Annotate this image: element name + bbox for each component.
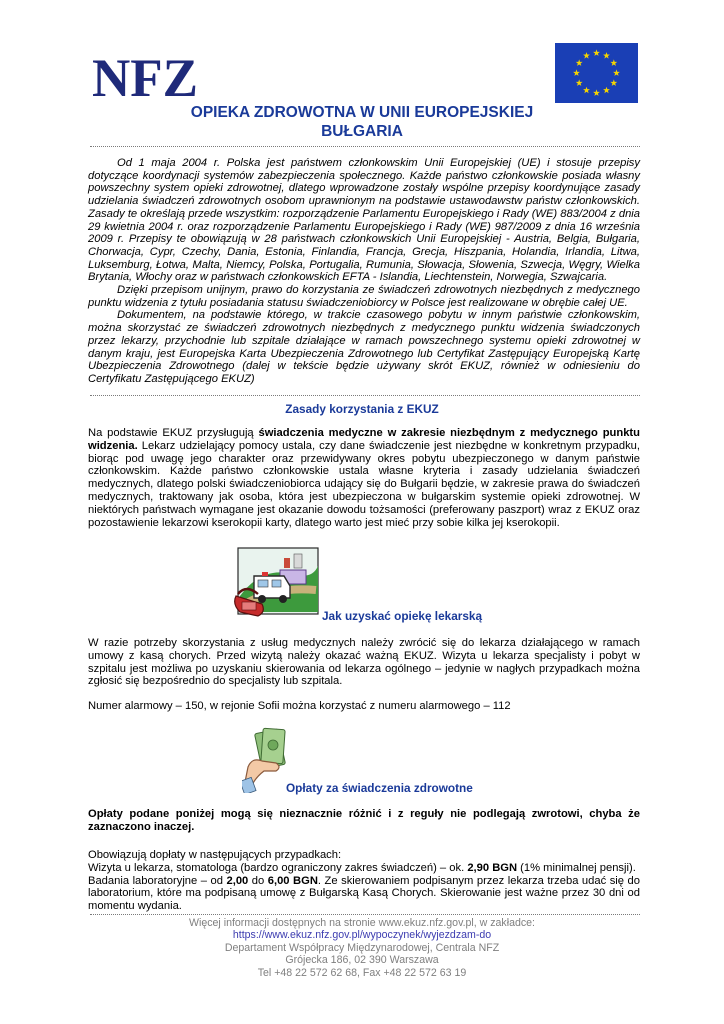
ekuz-bold: świadczenia medyczne w zakresie niezbędnym z medycznego punktu widzenia. [88, 427, 640, 452]
footer-info-line: Więcej informacji dostępnych na stronie www.ekuz.nfz.gov.pl, w zakładce: [188, 917, 536, 929]
fees-line-2 [88, 862, 640, 875]
footer [0, 917, 724, 979]
fees-lab-rest: . Ze skierowaniem podpisanym przez lekarza trzeba udać się do laboratorium, które ma podpisaną umowę z Bułgarską Kasą Chorych. Skierowanie jest ważne przez 30 dni od momentu wydania. [88, 874, 640, 913]
fees-bold-note: Opłaty podane poniżej mogą się nieznacznie różnić i z reguły nie podlegają zwrotowi, chyba że zaznaczono inaczej. [88, 808, 640, 833]
country-title: BUŁGARIA [321, 123, 403, 140]
divider [90, 914, 640, 915]
intro-paragraph-3: Dokumentem, na podstawie którego, w trakcie czasowego pobytu w innym państwie członkowskim, można skorzystać ze świadczeń zdrowotnych niezbędnych z medycznego punktu widzenia świadczonych przez lekarzy, przychodnie lub szpitale działające w ramach powszechnego systemu opieki zdrowotnej w danym kraju, jest Europejska Karta Ubezpieczenia Zdrowotnego lub Certyfikat Zastępujący Europejską Kartę Ubezpieczenia Zdrowotnego (dalej w tekście będzie używany skrót EKUZ, również w odniesieniu do Certyfikatu Zastępującego EKUZ) [88, 309, 640, 385]
money-hand-clipart-icon [242, 727, 290, 793]
eu-flag-icon [555, 43, 638, 103]
section-heading-ekuz: Zasady korzystania z EKUZ [285, 402, 439, 416]
ekuz-lead: Na podstawie EKUZ przysługują [88, 427, 259, 439]
fees-lab-text: Badania laboratoryjne – od [88, 874, 227, 887]
intro-paragraph-2: Dzięki przepisom unijnym, prawo do korzystania ze świadczeń zdrowotnych niezbędnych z medycznego punktu widzenia z tytułu posiadania statusu świadczeniobiorcy w Polsce jest realizowane w obrębie całej UE. [88, 284, 640, 309]
fees-line-3 [88, 875, 640, 913]
fees-doctor-text: Wizyta u lekarza, stomatologa (bardzo ograniczony zakres świadczeń) – ok. [88, 861, 468, 874]
divider [90, 395, 640, 396]
footer-phone: Tel +48 22 572 62 68, Fax +48 22 572 63 19 [257, 966, 467, 979]
section-heading-care: Jak uzyskać opiekę lekarską [322, 609, 483, 623]
fees-lab-to: do [248, 874, 268, 887]
footer-address: Grójecka 186, 02 390 Warszawa [285, 954, 439, 967]
fees-lab-max: 6,00 BGN [267, 874, 318, 887]
nfz-logo-text: NFZ [92, 50, 198, 100]
divider [90, 146, 640, 147]
section-ekuz-body [88, 427, 640, 529]
ekuz-rest: Lekarz udzielający pomocy ustala, czy dane świadczenie jest niezbędne w konkretnym przypadku, biorąc pod uwagę jego charakter oraz przewidywany okres pobytu ubezpieczonego w danym państwie członkowskim. Każde państwo członkowskie ustala własne kryteria i zasady udzielania świadczeń medycznych, dlatego polski świadczeniobiorca udający się do Bułgarii będzie, w zakresie prawa do świadczeń medycznych, traktowany jak osoba, która jest ubezpieczona w bułgarskim systemie opieki zdrowotnej. W niektórych państwach wymagane jest okazanie dowodu tożsamości (preferowany paszport) wraz z EKUZ oraz pozostawienie lekarzowi kserokopii karty, dlatego warto jest mieć przy sobie kilka jej kserokopii. [88, 439, 640, 529]
fees-doctor-note: (1% minimalnej pensji). [517, 861, 636, 874]
footer-department: Departament Współpracy Międzynarodowej, Centrala NFZ [224, 941, 500, 954]
section-heading-fees: Opłaty za świadczenia zdrowotne [286, 781, 473, 795]
fees-lab-min: 2,00 [226, 874, 249, 887]
intro-paragraph-1: Od 1 maja 2004 r. Polska jest państwem członkowskim Unii Europejskiej (UE) i stosuje przepisy dotyczące koordynacji systemów zabezpieczenia społecznego. Każde państwo członkowskie posiada własny powszechny system opieki zdrowotnej, dlatego wprowadzone zostały wspólne przepisy koordynujące zasady udzielania świadczeń zdrowotnych osobom uprawnionym na podstawie ustawodawstw państw członkowskich. Zasady te określają przede wszystkim: rozporządzenie Parlamentu Europejskiego i Rady (WE) 883/2004 z dnia 29 kwietnia 2004 r. oraz rozporządzenie Parlamentu Europejskiego i Rady (WE) 987/2009 z dnia 16 września 2009 r. Przepisy te obowiązują w 28 państwach członkowskich Unii Europejskiej - Austria, Belgia, Bułgaria, Chorwacja, Cypr, Czechy, Dania, Estonia, Finlandia, Francja, Grecja, Hiszpania, Holandia, Irlandia, Litwa, Luksemburg, Łotwa, Malta, Niemcy, Polska, Portugalia, Rumunia, Słowacja, Słowenia, Szwecja, Węgry, Wielka Brytania, Włochy oraz w państwach członkowskich EFTA - Islandia, Liechtenstein, Norwegia, Szwajcaria. [88, 157, 640, 284]
nfz-logo [92, 50, 200, 100]
ambulance-clipart-icon [232, 546, 324, 620]
footer-link[interactable]: https://www.ekuz.nfz.gov.pl/wypoczynek/wyjezdzam-do [232, 929, 492, 942]
alarm-number-line: Numer alarmowy – 150, w rejonie Sofii można korzystać z numeru alarmowego – 112 [88, 700, 511, 712]
intro-block [88, 157, 640, 386]
section-care-paragraph-1: W razie potrzeby skorzystania z usług medycznych należy zwrócić się do lekarza działającego w ramach umowy z kasą chorych. Przed wizytą należy okazać ważną EKUZ. Wizyta u lekarza specjalisty i pobyt w szpitalu jest możliwa po uzyskaniu skierowania od lekarza ogólnego – jedynie w nagłych przypadkach można zgłosić się bezpośrednio do specjalisty lub szpitala. [88, 637, 640, 688]
page-title: OPIEKA ZDROWOTNA W UNII EUROPEJSKIEJ [190, 104, 534, 121]
fees-doctor-amount: 2,90 BGN [467, 861, 518, 874]
fees-line-1: Obowiązują dopłaty w następujących przypadkach: [88, 849, 342, 861]
fees-body [88, 849, 640, 913]
